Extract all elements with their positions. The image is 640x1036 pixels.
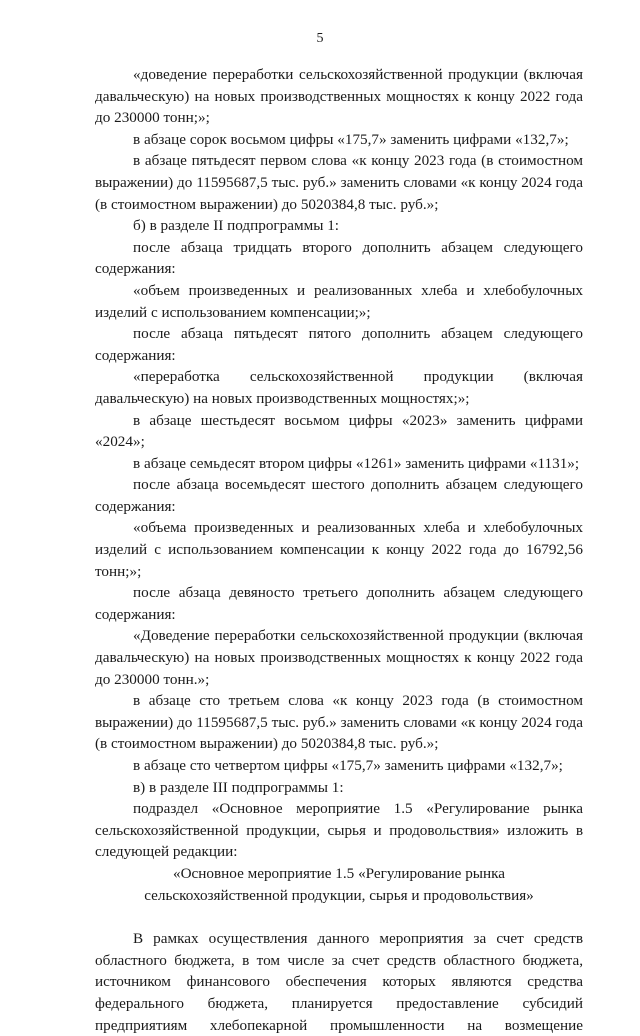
- document-body: [95, 64, 583, 1036]
- paragraph: в абзаце пятьдесят первом слова «к концу 2023 года (в стоимостном выражении) до 11595687,5 тыс. руб.» заменить словами «к концу 2024 года (в стоимостном выражении) до 5020384,8 тыс. руб.»;: [95, 152, 583, 213]
- paragraph: после абзаца девяносто третьего дополнить абзацем следующего содержания:: [95, 584, 583, 623]
- paragraph: б) в разделе II подпрограммы 1:: [133, 217, 340, 235]
- paragraph: «объем произведенных и реализованных хлеба и хлебобулочных изделий с использованием компенсации;»;: [95, 281, 583, 321]
- paragraph: в абзаце шестьдесят восьмом цифры «2023» заменить цифрами «2024»;: [95, 411, 583, 451]
- section-heading-line: сельскохозяйственной продукции, сырья и продовольствия»: [144, 886, 534, 904]
- paragraph: в абзаце сорок восьмом цифры «175,7» заменить цифрами «132,7»;: [133, 130, 569, 148]
- paragraph: «Доведение переработки сельскохозяйственной продукции (включая давальческую) на новых производственных мощностях к концу 2022 года до 230000 тонн.»;: [95, 627, 583, 688]
- paragraph: «переработка сельскохозяйственной продукции (включая давальческую) на новых производственных мощностях;»;: [95, 368, 583, 407]
- paragraph: после абзаца пятьдесят пятого дополнить абзацем следующего содержания:: [95, 325, 583, 364]
- paragraph: в абзаце сто третьем слова «к концу 2023 года (в стоимостном выражении) до 11595687,5 тыс. руб.» заменить словами «к концу 2024 года (в стоимостном выражении) до 5020384,8 тыс. руб.»;: [95, 692, 583, 753]
- paragraph: в абзаце семьдесят втором цифры «1261» заменить цифрами «1131»;: [133, 454, 580, 472]
- spacer: [95, 906, 583, 928]
- paragraph: «доведение переработки сельскохозяйственной продукции (включая давальческую) на новых производственных мощностях к концу 2022 года до 230000 тонн;»;: [95, 66, 583, 127]
- paragraph: В рамках осуществления данного мероприятия за счет средств областного бюджета, в том числе за счет средств областного бюджета, источником финансового обеспечения которых являются средства федерального бюджета, планируется предоставление субсидий предприятиям хлебопекарной промышленности на возмещение: [95, 930, 583, 1034]
- paragraph: после абзаца восемьдесят шестого дополнить абзацем следующего содержания:: [95, 476, 583, 515]
- section-heading-line: «Основное мероприятие 1.5 «Регулирование рынка: [172, 864, 506, 882]
- paragraph: «объема произведенных и реализованных хлеба и хлебобулочных изделий с использованием компенсации к концу 2022 года до 16792,56 тонн;»;: [95, 519, 583, 580]
- paragraph: после абзаца тридцать второго дополнить абзацем следующего содержания:: [95, 238, 583, 278]
- paragraph: подраздел «Основное мероприятие 1.5 «Регулирование рынка сельскохозяйственной продукции, сырья и продовольствия» изложить в следующей редакции:: [95, 800, 583, 861]
- paragraph: в абзаце сто четвертом цифры «175,7» заменить цифрами «132,7»;: [133, 757, 563, 774]
- page-number: 5: [316, 31, 324, 46]
- paragraph: в) в разделе III подпрограммы 1:: [133, 778, 344, 796]
